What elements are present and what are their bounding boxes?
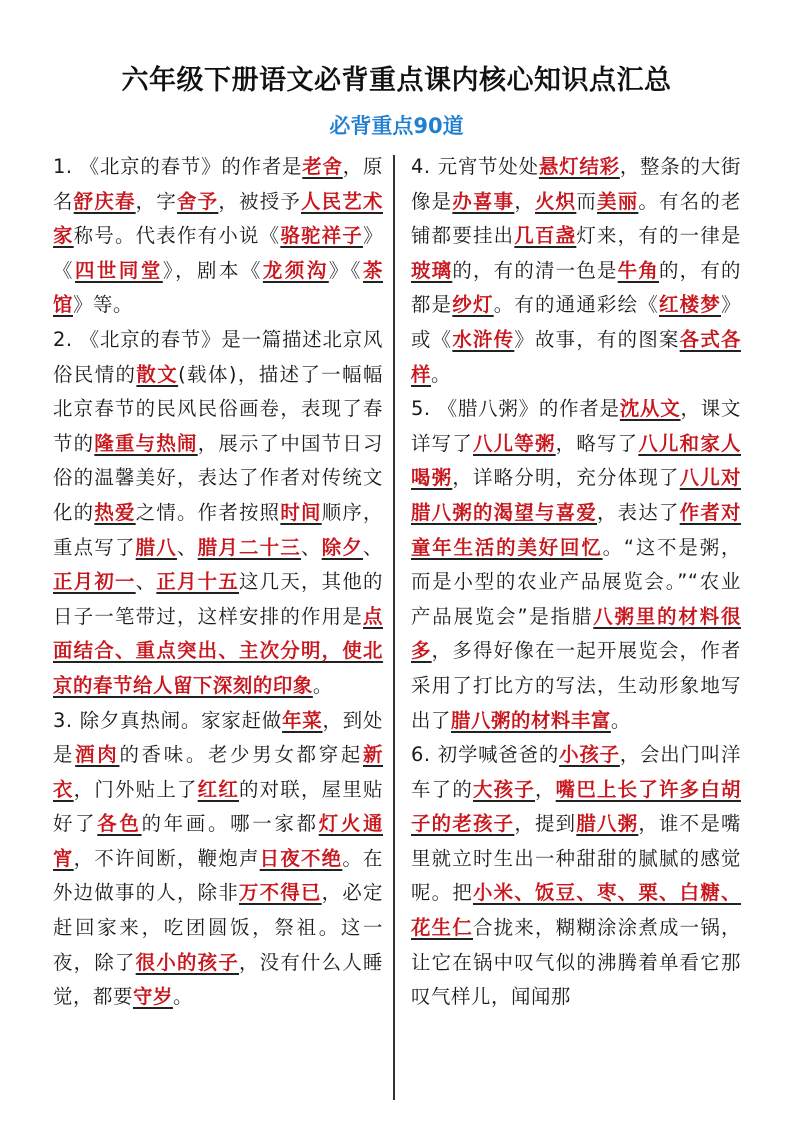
highlighted-keyword: 万不得已 — [239, 881, 322, 905]
body-text: 。有名的老铺都要挂出 — [411, 189, 742, 248]
body-text: (载体)，描述了一幅幅北京春节的民风民俗画卷，表现了春节的 — [53, 362, 384, 455]
left-column — [53, 150, 383, 1015]
highlighted-keyword: 舍予 — [177, 189, 219, 213]
body-text: 、 — [135, 570, 157, 594]
highlighted-keyword: 日夜不绝 — [259, 846, 343, 870]
highlighted-keyword: 腊月二十三 — [197, 535, 302, 559]
page-title: 六年级下册语文必背重点课内核心知识点汇总 — [121, 65, 672, 96]
highlighted-keyword: 茶馆 — [53, 258, 383, 317]
body-text: 之情。作者按照 — [135, 500, 281, 524]
item-number: 2. — [53, 327, 80, 351]
body-text: 称号。代表作有小说《 — [73, 224, 281, 248]
highlighted-keyword: 八粥里的材料很多 — [411, 604, 741, 663]
highlighted-keyword: 散文 — [136, 362, 179, 386]
highlighted-keyword: 年菜 — [282, 708, 323, 732]
body-text: 顺序，重点写了 — [53, 500, 384, 559]
highlighted-keyword: 牛角 — [617, 258, 660, 282]
body-text: 《腊八粥》的作者是 — [437, 397, 620, 421]
body-text: 、 — [301, 535, 322, 559]
highlighted-keyword: 小孩子 — [559, 743, 620, 767]
page-subtitle: 必背重点90道 — [329, 114, 464, 138]
body-text: 》等。 — [73, 293, 133, 317]
body-text: 》《 — [53, 224, 383, 282]
highlighted-keyword: 除夕 — [321, 535, 364, 559]
item-number: 6. — [411, 743, 438, 767]
item-number: 4. — [411, 155, 438, 178]
highlighted-keyword: 美丽 — [597, 189, 639, 213]
highlighted-keyword: 办喜事 — [452, 189, 515, 213]
highlighted-keyword: 腊八粥的材料丰富 — [450, 708, 611, 732]
body-text: 的，有的都是 — [411, 258, 742, 317]
highlighted-keyword: 龙须沟 — [262, 258, 329, 282]
highlighted-keyword: 红红 — [197, 777, 240, 801]
highlighted-keyword: 正月十五 — [156, 570, 240, 594]
body-text: ，展示了中国节日习俗的温馨美好，表达了作者对传统文化的 — [53, 431, 384, 524]
body-text: ，提到 — [514, 812, 577, 836]
knowledge-item-6 — [411, 738, 741, 1015]
body-text: ，必定赶回家来，吃团圆饭，祭祖。这一夜，除了 — [53, 881, 383, 974]
body-text: 。有的通通彩绘《 — [493, 293, 660, 317]
highlighted-keyword: 火炽 — [535, 189, 577, 213]
knowledge-item-4 — [411, 150, 741, 392]
knowledge-item-1 — [53, 150, 383, 323]
body-text: ，表达了 — [597, 500, 680, 524]
body-text: ，门外贴上了 — [73, 777, 198, 801]
body-text: ，略写了 — [555, 431, 639, 455]
body-text: ，多得好像在一起开展览会，作者采用了打比方的写法，生动形象地写出了 — [411, 639, 741, 732]
highlighted-keyword: 正月初一 — [53, 570, 136, 594]
highlighted-keyword: 舒庆春 — [73, 189, 136, 213]
body-text: ，原名 — [53, 155, 383, 213]
highlighted-keyword: 时间 — [280, 500, 322, 524]
body-text: 。“这不是粥，而是小型的农业产品展览会。”“农业产品展览会”是指腊 — [411, 535, 741, 628]
highlighted-keyword: 八儿等粥 — [473, 431, 556, 455]
highlighted-keyword: 水浒传 — [452, 327, 515, 351]
highlighted-keyword: 悬灯结彩 — [538, 155, 620, 178]
body-text: 灯来，有的一律是 — [576, 224, 741, 248]
highlighted-keyword: 很小的孩子 — [135, 950, 240, 974]
body-text: ，课文详写了 — [411, 397, 741, 455]
body-text: ，不许间断，鞭炮声 — [73, 846, 260, 870]
highlighted-keyword: 各色 — [97, 812, 142, 836]
body-text: ，详略分明，充分体现了 — [452, 466, 680, 490]
column-divider — [393, 155, 395, 1100]
body-text: 的，有的清一色是 — [452, 258, 618, 282]
highlighted-keyword: 点面结合、重点突出、主次分明，使北京的春节给人留下深刻的印象 — [53, 604, 383, 697]
body-text: 》故事，有的图案 — [514, 327, 680, 351]
body-text: ， — [514, 189, 536, 213]
body-text: 这几天，其他的日子一笔带过，这样安排的作用是 — [53, 570, 383, 628]
body-text: 元宵节处处 — [437, 155, 539, 178]
highlighted-keyword: 玻璃 — [411, 258, 453, 282]
highlighted-keyword: 隆重与热闹 — [94, 431, 198, 455]
highlighted-keyword: 作者对童年生活的美好回忆 — [411, 500, 741, 559]
body-text: 》《 — [328, 258, 363, 282]
highlighted-keyword: 守岁 — [132, 985, 173, 1009]
right-column — [411, 150, 741, 1015]
body-text: ，会出门叫洋车了的 — [411, 743, 741, 801]
body-text: ，字 — [135, 189, 178, 213]
body-text: ， — [535, 777, 556, 801]
highlighted-keyword: 酒肉 — [75, 743, 120, 767]
body-text: 的香味。老少男女都穿起 — [119, 743, 364, 767]
body-text: 》，剧本《 — [162, 258, 263, 282]
highlighted-keyword: 八儿对腊八粥的渴望与喜爱 — [411, 466, 741, 524]
body-text: 、 — [177, 535, 198, 559]
highlighted-keyword: 红楼梦 — [659, 293, 722, 317]
body-text: 而 — [576, 189, 598, 213]
highlighted-keyword: 大孩子 — [473, 777, 535, 801]
highlighted-keyword: 人民艺术家 — [53, 189, 384, 248]
item-number: 3. — [53, 708, 80, 732]
body-text: ，整条的大街像是 — [411, 155, 741, 213]
highlighted-keyword: 沈从文 — [619, 397, 681, 421]
highlighted-keyword: 老舍 — [302, 155, 343, 178]
highlighted-keyword: 新衣 — [53, 743, 384, 801]
body-text: 。 — [172, 985, 193, 1009]
body-text: 》或《 — [411, 293, 742, 351]
body-text: 除夕真热闹。家家赶做 — [79, 708, 283, 732]
highlighted-keyword: 几百盏 — [514, 224, 577, 248]
body-text: 。 — [610, 708, 631, 732]
highlighted-keyword: 纱灯 — [452, 293, 494, 317]
body-text: 。 — [312, 673, 333, 697]
body-text: 。在外边做事的人，除非 — [53, 846, 384, 905]
body-text: 合拢来，糊糊涂涂煮成一锅，让它在锅中叹气似的沸腾着单看它那叹气样儿，闻闻那 — [411, 916, 741, 1009]
highlighted-keyword: 骆驼祥子 — [280, 224, 363, 248]
knowledge-item-5 — [411, 392, 741, 738]
knowledge-item-2 — [53, 323, 383, 704]
item-number: 1. — [53, 155, 80, 178]
body-text: 、 — [363, 535, 384, 559]
body-text: 的对联，屋里贴好了 — [53, 777, 383, 836]
body-text: ，没有什么人睡觉，都要 — [53, 950, 384, 1009]
highlighted-keyword: 灯火通宵 — [53, 812, 384, 870]
highlighted-keyword: 腊八 — [135, 535, 178, 559]
highlighted-keyword: 各式各样 — [411, 327, 741, 386]
body-text: ，被授予 — [218, 189, 302, 213]
item-number: 5. — [411, 397, 438, 421]
highlighted-keyword: 腊八粥 — [576, 812, 639, 836]
highlighted-keyword: 热爱 — [94, 500, 136, 524]
body-text: 《北京的春节》的作者是 — [79, 155, 303, 178]
highlighted-keyword: 四世同堂 — [74, 258, 163, 282]
body-text: 。 — [431, 362, 451, 386]
body-text: 初学喊爸爸的 — [437, 743, 560, 767]
body-text: ，到处是 — [53, 708, 383, 767]
highlighted-keyword: 小米、饭豆、枣、栗、白糖、花生仁 — [411, 881, 741, 940]
body-text: ，谁不是嘴里就立时生出一种甜甜的腻腻的感觉呢。把 — [411, 812, 741, 905]
highlighted-keyword: 嘴巴上长了许多白胡子的老孩子 — [411, 777, 741, 836]
knowledge-item-3 — [53, 704, 383, 1015]
highlighted-keyword: 八儿和家人喝粥 — [411, 431, 741, 490]
body-text: 《北京的春节》是一篇描述北京风俗民情的 — [53, 327, 384, 386]
body-text: 的年画。哪一家都 — [141, 812, 319, 836]
